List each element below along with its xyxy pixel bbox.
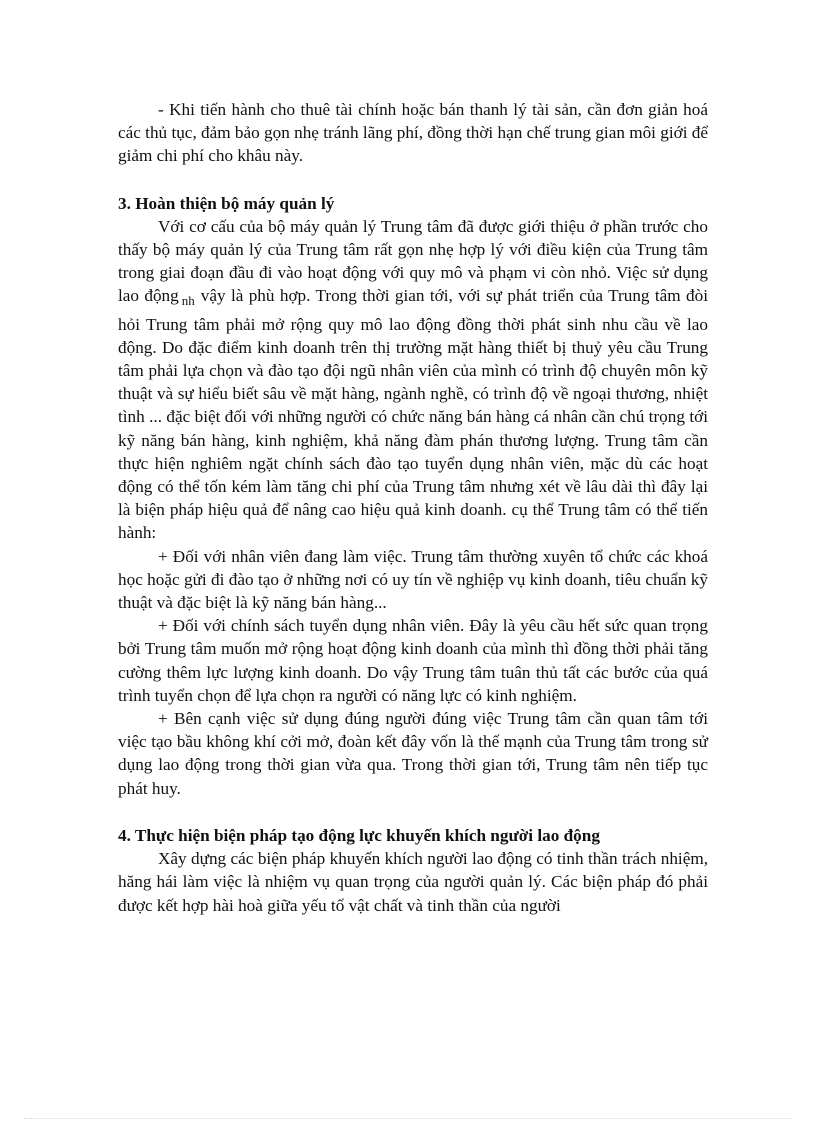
document-page: [118, 98, 708, 917]
paragraph-text-start: Với cơ cấu của bộ máy quản lý Trung tâm đã được giới thiệu ở phần trước cho thấy bộ máy quản lý của Trung tâm rất gọn nhẹ hợp lý với điều kiện của Trung tâm trong giai đoạn đầu đi vào hoạt động với quy mô và phạm vi còn nhỏ. Việc sử dụng lao động: [118, 216, 708, 306]
section-3-heading: 3. Hoàn thiện bộ máy quản lý: [118, 193, 335, 213]
section-3-paragraph-1: [118, 215, 708, 545]
subscript-fragment: nh: [181, 293, 195, 309]
page-bottom-divider: [24, 1118, 792, 1119]
section-4-heading: 4. Thực hiện biện pháp tạo động lực khuyến khích người lao động: [118, 825, 600, 845]
paragraph-asset-disposal: - Khi tiến hành cho thuê tài chính hoặc bán thanh lý tài sản, cần đơn giản hoá các thủ tục, đảm bảo gọn nhẹ tránh lãng phí, đồng thời hạn chế trung gian môi giới để giảm chi phí cho khâu này.: [118, 100, 708, 166]
section-3-paragraph-4: + Bên cạnh việc sử dụng đúng người đúng việc Trung tâm cần quan tâm tới việc tạo bầu không khí cởi mở, đoàn kết đây vốn là thế mạnh của Trung tâm trong sử dụng lao động trong thời gian vừa qua. Trong thời gian tới, Trung tâm nên tiếp tục phát huy.: [118, 709, 708, 798]
section-3-paragraph-2: + Đối với nhân viên đang làm việc. Trung tâm thường xuyên tổ chức các khoá học hoặc gửi đi đào tạo ở những nơi có uy tín về nghiệp vụ kinh doanh, tiêu chuẩn kỹ thuật và đặc biệt là kỹ năng bán hàng...: [118, 546, 708, 613]
section-4-paragraph-1: Xây dựng các biện pháp khuyến khích người lao động có tinh thần trách nhiệm, hăng hái làm việc là nhiệm vụ quan trọng của người quản lý. Các biện pháp đó phải được kết hợp hài hoà giữa yếu tố vật chất và tinh thần của người: [118, 849, 708, 915]
spacer: [118, 800, 708, 824]
paragraph-text-end: vậy là phù hợp. Trong thời gian tới, với sự phát triển của Trung tâm đòi hỏi Trung tâm phải mở rộng quy mô lao động đồng thời phát sinh nhu cầu về lao động. Do đặc điểm kinh doanh trên thị trường mặt hàng thiết bị thuỷ yêu cầu Trung tâm phải lựa chọn và đào tạo đội ngũ nhân viên của mình có trình độ chuyên môn kỹ thuật và sự hiểu biết sâu về mặt hàng, ngành nghề, có trình độ về ngoại thương, nhiệt tình ... đặc biệt đối với những người có chức năng bán hàng cá nhân cần chú trọng tới kỹ năng bán hàng, kinh nghiệm, khả năng đàm phán thương lượng. Trung tâm cần thực hiện nghiêm ngặt chính sách đào tạo tuyển dụng nhân viên, mặc dù các hoạt động có thể tốn kém làm tăng chi phí của Trung tâm nhưng xét về lâu dài thì đây lại là biện pháp hiệu quả để nâng cao hiệu quả kinh doanh. cụ thể Trung tâm có thể tiến hành:: [118, 286, 708, 543]
spacer: [118, 168, 708, 192]
section-3-paragraph-3: + Đối với chính sách tuyển dụng nhân viên. Đây là yêu cầu hết sức quan trọng bởi Trung tâm muốn mở rộng hoạt động kinh doanh của mình thì đồng thời phải tăng cường thêm lực lượng kinh doanh. Do vậy Trung tâm tuân thủ tất các bước của quá trình tuyển chọn để lựa chọn ra người có năng lực có kinh nghiệm.: [118, 616, 708, 705]
